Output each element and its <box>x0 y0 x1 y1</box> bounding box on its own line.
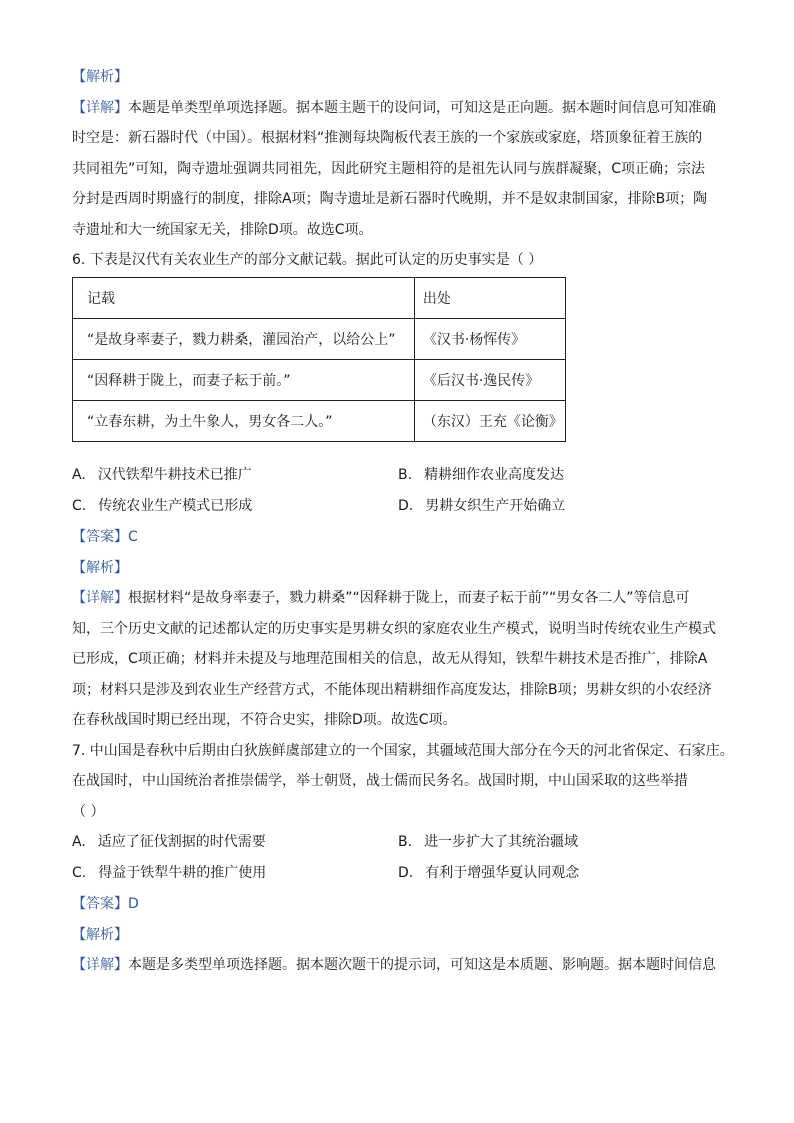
analysis-heading: 【解析】 <box>72 69 128 85</box>
analysis-line: 共同祖先”可知，陶寺遗址强调共同祖先，因此研究主题相符的是祖先认同与族群凝聚，C项正确；宗法 <box>72 160 706 177</box>
options-row <box>72 858 732 889</box>
table-header-source: 出处 <box>414 278 565 319</box>
options-row <box>72 460 732 491</box>
table-header-row <box>73 278 566 319</box>
table-row <box>73 319 566 360</box>
table-header-record: 记载 <box>73 278 415 319</box>
table-cell-record: “是故身率妻子，戮力耕桑，灌园治产，以给公上” <box>73 319 415 360</box>
analysis-line: 寺遗址和大一统国家无关，排除D项。故选C项。 <box>72 221 373 238</box>
option-d: D. 男耕女织生产开始确立 <box>398 498 566 514</box>
table-cell-record: “立春东耕，为土牛象人，男女各二人。” <box>73 401 415 442</box>
option-a: A. 适应了征伐割据的时代需要 <box>72 834 266 850</box>
analysis-line: 时空是：新石器时代（中国）。根据材料“推测每块陶板代表王族的一个家族或家庭，塔顶象征着王族的 <box>72 130 703 146</box>
document-page <box>72 62 732 981</box>
option-c: C. 传统农业生产模式已形成 <box>72 498 253 514</box>
options-row <box>72 491 732 522</box>
analysis-line: 已形成，C项正确；材料并未提及与地理范围相关的信息，故无从得知，铁犁牛耕技术是否推广，排除A <box>72 651 708 667</box>
analysis-line: 【详解】本题是多类型单项选择题。据本题次题干的提示词，可知这是本质题、影响题。据本题时间信息 <box>72 957 716 973</box>
question-7-stem: 7. 中山国是春秋中后期由白狄族鲜虞部建立的一个国家，其疆域范围大部分在今天的河北省保定、石家庄。 <box>72 742 734 759</box>
detail-tag: 【详解】 <box>72 957 128 973</box>
detail-tag: 【详解】 <box>72 99 128 116</box>
table-row <box>73 360 566 401</box>
option-d: D. 有利于增强华夏认同观念 <box>398 865 580 881</box>
analysis-line: 项；材料只是涉及到农业生产经营方式，不能体现出精耕细作高度发达，排除B项；男耕女织的小农经济 <box>72 681 712 698</box>
answer-label: 【答案】D <box>72 896 139 912</box>
question-6-stem: 6. 下表是汉代有关农业生产的部分文献记载。据此可认定的历史事实是（ ） <box>72 252 543 268</box>
options-row <box>72 827 732 858</box>
table-cell-record: “因释耕于陇上，而妻子耘于前。” <box>73 360 415 401</box>
table-cell-source: 《汉书·杨恽传》 <box>414 319 565 360</box>
analysis-line: 知，三个历史文献的记述都认定的历史事实是男耕女织的家庭农业生产模式，说明当时传统农业生产模式 <box>72 620 716 637</box>
analysis-line: 【详解】根据材料“是故身率妻子，戮力耕桑”“因释耕于陇上，而妻子耘于前”“男女各二人”等信息可 <box>72 590 690 606</box>
analysis-heading: 【解析】 <box>72 926 128 943</box>
option-b: B. 精耕细作农业高度发达 <box>398 467 565 483</box>
table-row <box>73 401 566 442</box>
option-a: A. 汉代铁犁牛耕技术已推广 <box>72 467 252 483</box>
question-7-stem: （ ） <box>72 803 105 820</box>
option-c: C. 得益于铁犁牛耕的推广使用 <box>72 865 267 881</box>
answer-label: 【答案】C <box>72 529 138 545</box>
analysis-heading: 【解析】 <box>72 559 128 576</box>
analysis-line: 分封是西周时期盛行的制度，排除A项；陶寺遗址是新石器时代晚期，并不是奴隶制国家，排除B项；陶 <box>72 191 708 207</box>
records-table <box>72 277 566 442</box>
analysis-line: 【详解】本题是单类型单项选择题。据本题主题干的设问词，可知这是正向题。据本题时间信息可知准确 <box>72 99 716 116</box>
option-b: B. 进一步扩大了其统治疆域 <box>398 834 579 850</box>
table-cell-source: （东汉）王充《论衡》 <box>414 401 565 442</box>
table-cell-source: 《后汉书·逸民传》 <box>414 360 565 401</box>
detail-tag: 【详解】 <box>72 590 128 606</box>
analysis-line: 在春秋战国时期已经出现，不符合史实，排除D项。故选C项。 <box>72 712 457 728</box>
question-7-stem: 在战国时，中山国统治者推崇儒学，举士朝贤，战士儒而民务名。战国时期，中山国采取的这些举措 <box>72 773 688 789</box>
